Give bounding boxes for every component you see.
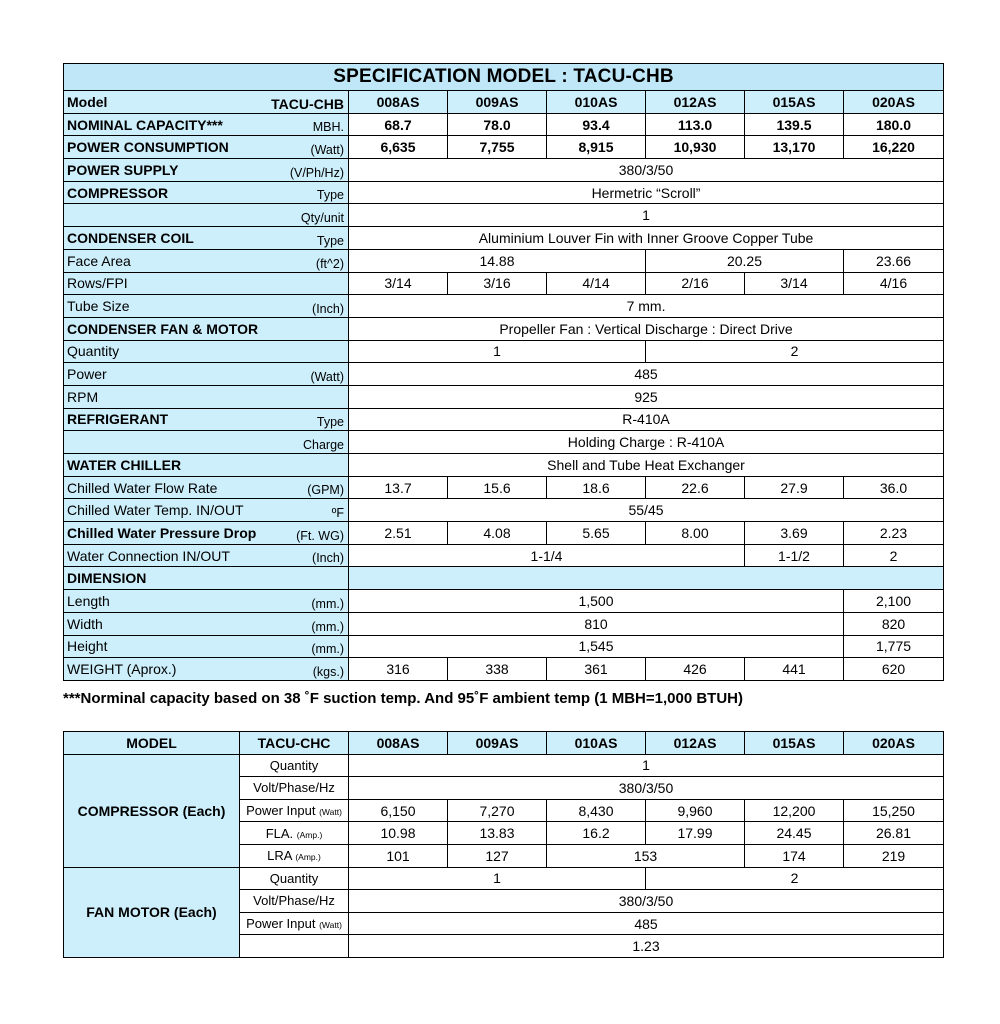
sub-label: Quantity [240, 867, 349, 890]
model-col-header: 008AS [349, 732, 448, 755]
spec-title: SPECIFICATION MODEL : TACU-CHB [64, 64, 944, 91]
cell-value: 13,170 [745, 136, 844, 159]
cell-value: 55/45 [349, 499, 944, 522]
model-col-header: 009AS [448, 732, 547, 755]
model-col-header: 010AS [547, 91, 646, 114]
cell-value: 93.4 [547, 113, 646, 136]
cell-value: 1,775 [844, 635, 944, 658]
cell-value: 12,200 [745, 799, 844, 822]
row-label: Power [67, 366, 107, 383]
cell-value: Hermetric “Scroll” [349, 181, 944, 204]
water-chiller-row [64, 454, 944, 477]
sub-unit: (Watt) [319, 807, 342, 818]
tube-size-row [64, 295, 944, 318]
cell-value: Propeller Fan : Vertical Discharge : Direct Drive [349, 317, 944, 340]
refrigerant-type-row [64, 408, 944, 431]
sub-label: Power Input [246, 916, 316, 932]
row-unit: Type [316, 233, 344, 248]
cell-value: 219 [844, 844, 944, 867]
power-row [64, 363, 944, 386]
cell-value: 5.65 [547, 522, 646, 545]
sub-label: Quantity [240, 754, 349, 777]
weight-row [64, 658, 944, 681]
model-col-header: 008AS [349, 91, 448, 114]
sub-label-blank [240, 935, 349, 958]
cell-value: 3/14 [349, 272, 448, 295]
cell-value: Shell and Tube Heat Exchanger [349, 454, 944, 477]
cell-value: Aluminium Louver Fin with Inner Groove Copper Tube [349, 227, 944, 250]
cell-value: 2 [844, 544, 944, 567]
compressor-group-label: COMPRESSOR (Each) [64, 754, 240, 867]
model-col-header: 012AS [646, 732, 745, 755]
row-label: WEIGHT (Aprox.) [67, 661, 177, 678]
row-unit: (Inch) [312, 551, 344, 566]
row-unit: (GPM) [307, 483, 344, 498]
cell-value: 4/16 [844, 272, 944, 295]
model-name: TACU-CHB [271, 95, 344, 112]
row-label: Chilled Water Pressure Drop [67, 524, 257, 541]
cell-value: 2.51 [349, 522, 448, 545]
comp-quantity-row [64, 754, 944, 777]
sub-label: Volt/Phase/Hz [240, 890, 349, 913]
cell-value: 925 [349, 385, 944, 408]
row-label: Quantity [67, 343, 120, 360]
cell-value: 316 [349, 658, 448, 681]
cell-value: 441 [745, 658, 844, 681]
quantity-row [64, 340, 944, 363]
cell-value: 17.99 [646, 822, 745, 845]
row-label: Rows/FPI [67, 275, 128, 292]
fan-motor-group-label: FAN MOTOR (Each) [64, 867, 240, 957]
cell-value: 20.25 [646, 249, 844, 272]
cell-value: 2.23 [844, 522, 944, 545]
row-unit: (mm.) [311, 596, 344, 611]
cell-value: 68.7 [349, 113, 448, 136]
sub-unit: (Amp.) [296, 829, 323, 840]
row-unit: (Ft. WG) [296, 528, 344, 543]
cell-value: 174 [745, 844, 844, 867]
condenser-coil-row [64, 227, 944, 250]
cell-value: 8,430 [547, 799, 646, 822]
row-label: REFRIGERANT [67, 411, 169, 428]
cell-value: 1 [349, 340, 646, 363]
cell-value: 1 [349, 204, 944, 227]
model-col-header: 010AS [547, 732, 646, 755]
sub-label: Power Input [246, 803, 316, 819]
spec-table [63, 63, 944, 681]
nominal-capacity-row [64, 113, 944, 136]
row-label: Width [67, 615, 103, 632]
model-row [64, 91, 944, 114]
row-label: WATER CHILLER [67, 456, 182, 473]
row-label: Height [67, 638, 108, 655]
compressor-type-row [64, 181, 944, 204]
cell-value: 16,220 [844, 136, 944, 159]
cell-value: 620 [844, 658, 944, 681]
model-col-header: 020AS [844, 91, 944, 114]
cell-value: 180.0 [844, 113, 944, 136]
model-col-header: 020AS [844, 732, 944, 755]
cell-value: 6,150 [349, 799, 448, 822]
cell-value: 820 [844, 612, 944, 635]
model-col-header: 015AS [745, 732, 844, 755]
dimension-row [64, 567, 944, 590]
sub-label: Volt/Phase/Hz [240, 777, 349, 800]
rows-fpi-row [64, 272, 944, 295]
cell-value: 8.00 [646, 522, 745, 545]
cell-value: 18.6 [547, 476, 646, 499]
row-label: Tube Size [67, 298, 130, 315]
power-consumption-row [64, 136, 944, 159]
water-temp-row [64, 499, 944, 522]
cell-value: 380/3/50 [349, 777, 944, 800]
row-label: DIMENSION [67, 570, 147, 587]
dimension-blank [349, 567, 944, 590]
cell-value: 1,500 [349, 590, 844, 613]
cell-value: 113.0 [646, 113, 745, 136]
cell-value: 13.7 [349, 476, 448, 499]
row-unit: Type [316, 188, 344, 203]
cell-value: 3/16 [448, 272, 547, 295]
row-label: POWER SUPPLY [67, 161, 179, 178]
chc-model-name: TACU-CHC [240, 732, 349, 755]
row-unit: (kgs.) [312, 664, 344, 679]
row-label: NOMINAL CAPACITY*** [67, 116, 223, 133]
row-label: Chilled Water Flow Rate [67, 479, 218, 496]
cell-value: 361 [547, 658, 646, 681]
row-label: Face Area [67, 252, 131, 269]
cell-value: 485 [349, 912, 944, 935]
cell-value: 1 [349, 867, 646, 890]
cell-value: 8,915 [547, 136, 646, 159]
cell-value: 10.98 [349, 822, 448, 845]
row-unit: (ft^2) [315, 256, 344, 271]
model-col-header: 012AS [646, 91, 745, 114]
row-unit: ºF [331, 506, 344, 521]
cell-value: 36.0 [844, 476, 944, 499]
row-unit: (Inch) [312, 301, 344, 316]
row-unit: MBH. [312, 120, 344, 135]
cell-value: 15.6 [448, 476, 547, 499]
cell-value: 2 [646, 867, 944, 890]
cell-value: 13.83 [448, 822, 547, 845]
row-label: POWER CONSUMPTION [67, 139, 229, 156]
cell-value: 2 [646, 340, 944, 363]
cell-value: 2/16 [646, 272, 745, 295]
sub-label: LRA [267, 848, 292, 864]
cell-value: 10,930 [646, 136, 745, 159]
row-label: CONDENSER FAN & MOTOR [67, 320, 259, 337]
cell-value: 1.23 [349, 935, 944, 958]
chc-model-label: MODEL [64, 732, 240, 755]
row-unit: Charge [303, 438, 344, 452]
cell-value: 22.6 [646, 476, 745, 499]
cell-value: 101 [349, 844, 448, 867]
cell-value: 7 mm. [349, 295, 944, 318]
model-col-header: 009AS [448, 91, 547, 114]
flow-rate-row [64, 476, 944, 499]
cell-value: 4/14 [547, 272, 646, 295]
row-unit: (V/Ph/Hz) [289, 165, 344, 180]
row-label: Length [67, 592, 110, 609]
cell-value: 3.69 [745, 522, 844, 545]
sub-label: FLA. [265, 825, 294, 841]
sub-unit: (Amp.) [295, 852, 321, 863]
fan-quantity-row [64, 867, 944, 890]
compressor-qty-row [64, 204, 944, 227]
chc-table [63, 731, 944, 958]
cell-value: 7,755 [448, 136, 547, 159]
pressure-drop-row [64, 522, 944, 545]
row-unit: (mm.) [311, 619, 344, 634]
cell-value: 3/14 [745, 272, 844, 295]
cell-value: 139.5 [745, 113, 844, 136]
cell-value: 6,635 [349, 136, 448, 159]
rpm-row [64, 385, 944, 408]
height-row [64, 635, 944, 658]
cell-value: 9,960 [646, 799, 745, 822]
face-area-row [64, 249, 944, 272]
model-col-header: 015AS [745, 91, 844, 114]
cell-value: 2,100 [844, 590, 944, 613]
condenser-fan-row [64, 317, 944, 340]
cell-value: 4.08 [448, 522, 547, 545]
water-connection-row [64, 544, 944, 567]
cell-value: 7,270 [448, 799, 547, 822]
row-label: CONDENSER COIL [67, 229, 194, 246]
cell-value: 16.2 [547, 822, 646, 845]
row-unit: Qty/unit [300, 211, 344, 226]
cell-value: 380/3/50 [349, 890, 944, 913]
refrigerant-charge-row [64, 431, 944, 454]
model-label: Model [67, 93, 108, 110]
row-label: Water Connection IN/OUT [67, 547, 230, 564]
row-label: Chilled Water Temp. IN/OUT [67, 502, 244, 519]
cell-value: Holding Charge : R-410A [349, 431, 944, 454]
cell-value: 1 [349, 754, 944, 777]
cell-value: 1,545 [349, 635, 844, 658]
row-unit: (Watt) [310, 143, 344, 158]
cell-value: 1-1/4 [349, 544, 745, 567]
cell-value: 15,250 [844, 799, 944, 822]
cell-value: 23.66 [844, 249, 944, 272]
cell-value: 338 [448, 658, 547, 681]
chc-header-row [64, 732, 944, 755]
cell-value: 380/3/50 [349, 159, 944, 182]
cell-value: 127 [448, 844, 547, 867]
cell-value: 485 [349, 363, 944, 386]
power-supply-row [64, 159, 944, 182]
cell-value: 426 [646, 658, 745, 681]
cell-value: 27.9 [745, 476, 844, 499]
cell-value: 810 [349, 612, 844, 635]
sub-unit: (Watt) [319, 920, 342, 931]
capacity-footnote: ***Norminal capacity based on 38 ˚F suction temp. And 95˚F ambient temp (1 MBH=1,000 BTUH) [63, 690, 744, 707]
row-unit: (Watt) [310, 369, 344, 384]
cell-value: 24.45 [745, 822, 844, 845]
cell-value: 153 [547, 844, 745, 867]
cell-value: R-410A [349, 408, 944, 431]
row-label: RPM [67, 388, 99, 405]
row-label: COMPRESSOR [67, 184, 169, 201]
cell-value: 26.81 [844, 822, 944, 845]
cell-value: 1-1/2 [745, 544, 844, 567]
row-unit: Type [316, 415, 344, 430]
width-row [64, 612, 944, 635]
row-unit: (mm.) [311, 642, 344, 657]
cell-value: 14.88 [349, 249, 646, 272]
length-row [64, 590, 944, 613]
cell-value: 78.0 [448, 113, 547, 136]
